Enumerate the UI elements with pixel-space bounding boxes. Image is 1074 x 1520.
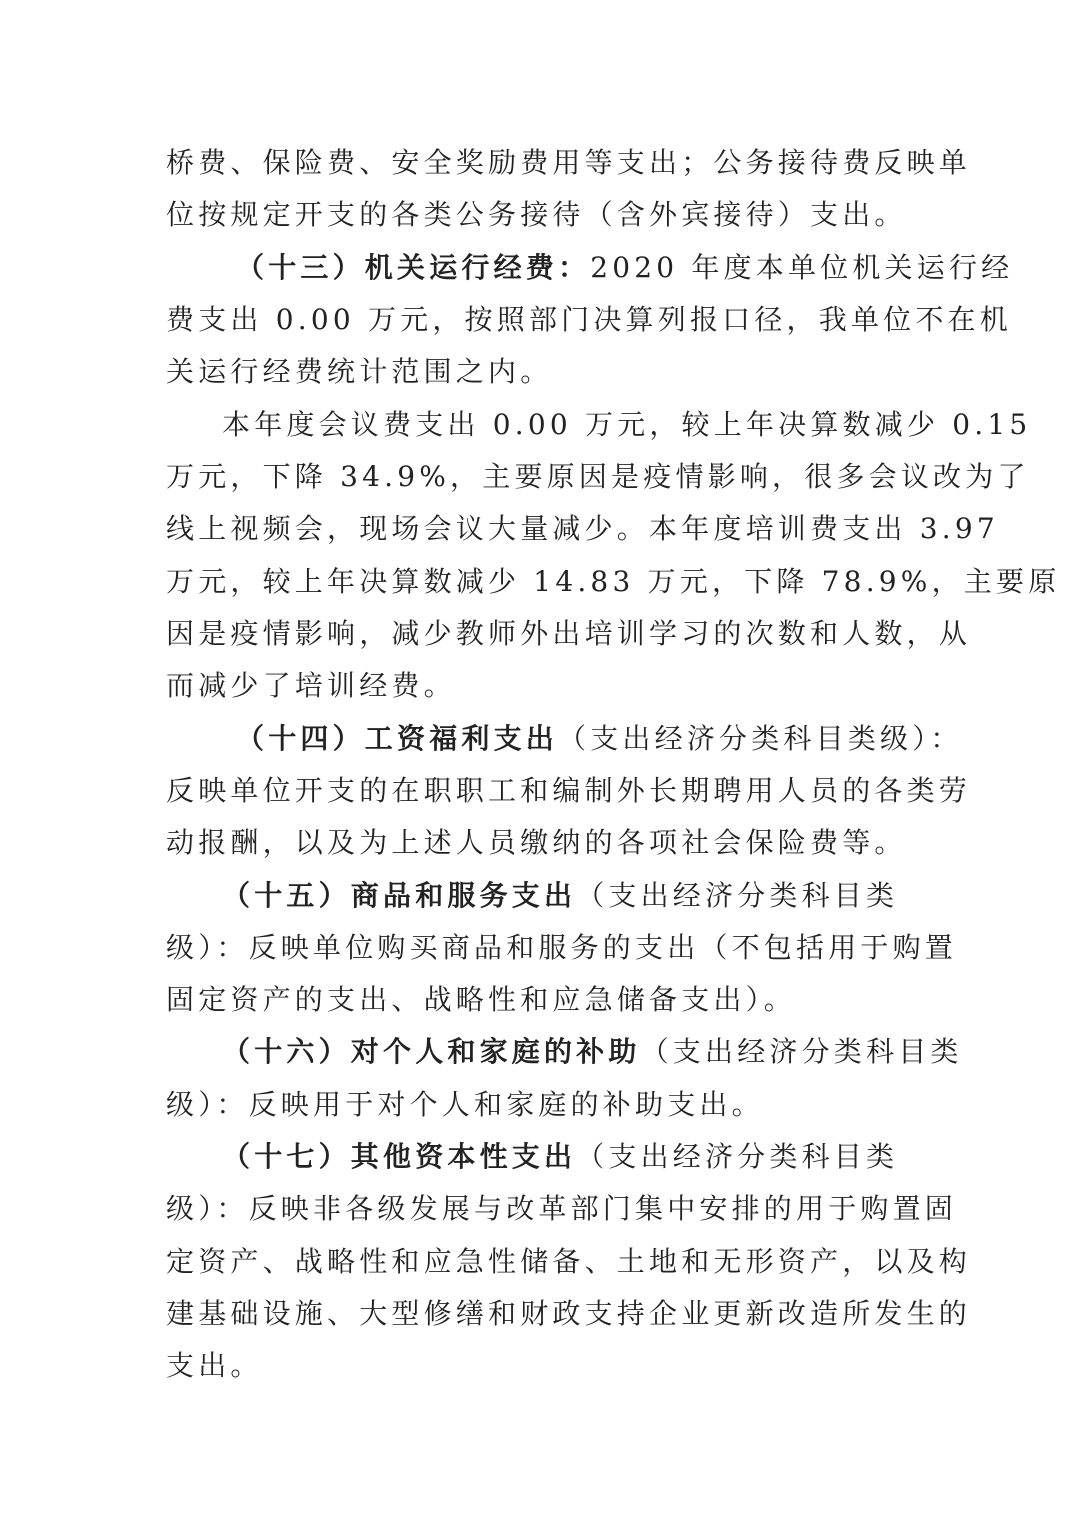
body-text: 建基础设施、大型修缮和财政支持企业更新改造所发生的 [166, 1297, 972, 1330]
text-line [166, 300, 1012, 340]
section-heading-16 [222, 1032, 963, 1072]
text-line [166, 143, 971, 183]
body-text: 线上视频会，现场会议大量减少。本年度培训费支出 3.97 [166, 512, 999, 545]
body-text: 反映单位开支的在职职工和编制外长期聘用人员的各类劳 [166, 774, 972, 807]
section-heading-17 [222, 1137, 898, 1177]
body-text: 而减少了培训经费。 [166, 669, 456, 702]
body-text: 级）：反映用于对个人和家庭的补助支出。 [166, 1088, 764, 1121]
body-text: 2020 年度本单位机关运行经 [590, 251, 1014, 284]
bold-heading-text: （十四）工资福利支出 [236, 722, 559, 755]
bold-heading-text: （十六）对个人和家庭的补助 [222, 1035, 641, 1068]
text-line [166, 195, 907, 235]
body-text: 级）：反映非各级发展与改革部门集中安排的用于购置固 [166, 1192, 958, 1225]
section-heading-15 [222, 876, 898, 916]
body-text: （支出经济分类科目类 [640, 1035, 963, 1068]
body-text: 关运行经费统计范围之内。 [166, 355, 553, 388]
text-line [166, 666, 456, 706]
section-heading-14 [236, 719, 963, 759]
text-line [166, 614, 971, 654]
body-text: 固定资产的支出、战略性和应急储备支出）。 [166, 983, 797, 1016]
body-text: 费支出 0.00 万元，按照部门决算列报口径，我单位不在机 [166, 303, 1012, 336]
body-text: 桥费、保险费、安全奖励费用等支出；公务接待费反映单 [166, 146, 972, 179]
text-line [166, 457, 1030, 497]
section-heading-13 [236, 248, 1013, 288]
body-text: 级）：反映单位购买商品和服务的支出（不包括用于购置 [166, 931, 958, 964]
text-line [166, 509, 999, 549]
body-text: 定资产、战略性和应急性储备、土地和无形资产，以及构 [166, 1245, 972, 1278]
text-line [222, 405, 1031, 445]
bold-heading-text: （十七）其他资本性支出 [222, 1140, 577, 1173]
body-text: （支出经济分类科目类 [576, 1140, 899, 1173]
text-line [166, 823, 907, 863]
body-text: 本年度会议费支出 0.00 万元，较上年决算数减少 0.15 [222, 408, 1032, 441]
text-line [166, 352, 552, 392]
bold-heading-text: （十五）商品和服务支出 [222, 879, 577, 912]
text-line [166, 980, 796, 1020]
text-line [166, 928, 957, 968]
text-line [166, 1189, 957, 1229]
body-text: 支出。 [166, 1349, 263, 1382]
text-line [166, 1242, 971, 1282]
body-text: 万元，较上年决算数减少 14.83 万元，下降 78.9%，主要原 [166, 565, 1061, 598]
body-text: 万元，下降 34.9%，主要原因是疫情影响，很多会议改为了 [166, 460, 1030, 493]
text-line [166, 562, 1060, 602]
body-text: 因是疫情影响，减少教师外出培训学习的次数和人数，从 [166, 617, 972, 650]
body-text: （支出经济分类科目类级）： [558, 722, 963, 755]
body-text: 动报酬，以及为上述人员缴纳的各项社会保险费等。 [166, 826, 907, 859]
text-line [166, 1294, 971, 1334]
bold-heading-text: （十三）机关运行经费： [236, 251, 591, 284]
body-text: （支出经济分类科目类 [576, 879, 899, 912]
body-text: 位按规定开支的各类公务接待（含外宾接待）支出。 [166, 198, 907, 231]
text-line [166, 1085, 764, 1125]
text-line [166, 1346, 263, 1386]
text-line [166, 771, 971, 811]
